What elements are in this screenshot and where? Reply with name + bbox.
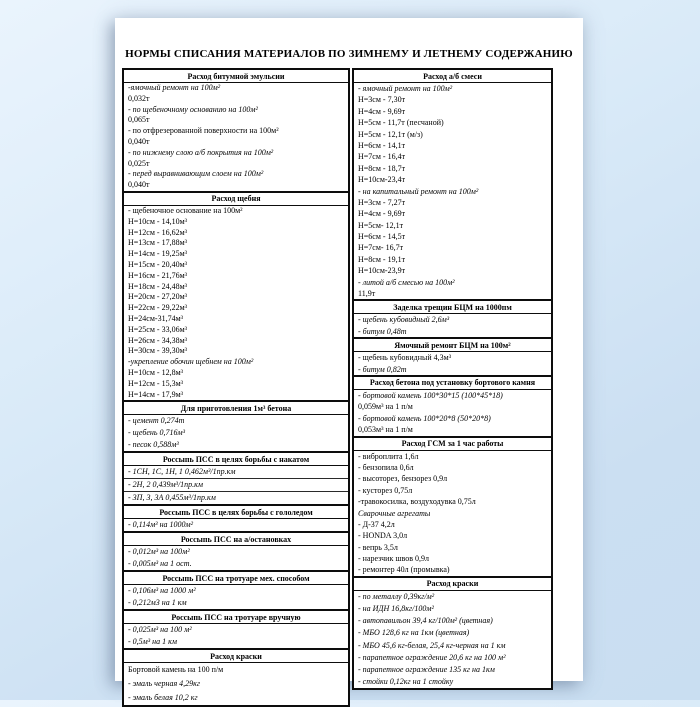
table-row: 0,025т [128,158,150,168]
table-row: Н=22см - 29,22м³ [128,303,188,313]
table-row: Н=5см - 11,7т (песчаной) [358,118,444,128]
left-section-1 [124,191,348,400]
table-row: - ремонтер 40л (промывка) [358,565,450,575]
table-row: Н=10см-23,4т [358,175,406,185]
section-header: Расход краски [124,648,348,663]
table-row: -укрепление обочин щебнем на 100м² [128,357,254,367]
left-section-5 [124,531,348,570]
table-row: - 1СН, 1С, 1Н, 1 0,462м³/1пр.км [128,467,236,477]
table-row: Н=3см - 7,27т [358,197,406,207]
table-row: Н=24см-31,74м³ [128,313,184,323]
left-section-7 [124,609,348,648]
table-row: Н=10см - 14,10м³ [128,216,188,226]
table-row: Н=3см - 7,30т [358,95,406,105]
right-section-1 [354,299,551,337]
table-row: - перед выравнивающим слоем на 100м² [128,169,264,179]
table-row: - стойки 0,12кг на 1 стойку [358,677,454,687]
table-row: Сварочные агрегаты [358,508,431,518]
table-row: 0,032т [128,93,150,103]
table-row: - вепрь 3,5л [358,542,398,552]
left-table [122,68,350,707]
table-row: - HONDA 3,0л [358,531,408,541]
right-section-4 [354,436,551,576]
table-row: - по нижнему слою а/б покрытия на 100м² [128,147,274,157]
table-row: Н=8см - 18,7т [358,163,406,173]
table-row: - щебень кубовидный 2,6м³ [358,315,450,325]
table-row: Н=4см - 9,69т [358,106,406,116]
table-row: - 0,012м³ на 100м² [128,547,190,557]
table-row: Н=25см - 33,06м³ [128,324,188,334]
table-row: - МБО 128,6 кг на 1км (цветная) [358,628,470,638]
norms-tables [122,68,553,707]
table-row: -травокосилка, воздуходувка 0,75л [358,497,476,507]
table-row: - бортовой камень 100*30*15 (100*45*18) [358,390,503,400]
table-row: - нарезчик швов 0,9л [358,554,429,564]
table-row: - МБО 45,6 кг-белая, 25,4 кг-черная на 1 км [358,640,506,650]
table-row: -ямочный ремонт на 100м² [128,83,221,92]
table-row: - щебень 0,716м³ [128,428,186,438]
table-row: 0,040т [128,180,150,190]
table-row: - виброплита 1,6л [358,451,419,461]
table-row: - автопавильон 39,4 кг/100м² (цветная) [358,616,493,626]
section-header: Расход щебня [124,191,348,206]
table-row: - кусторез 0,75л [358,485,413,495]
table-row: Н=5см- 12,1т [358,220,404,230]
section-header: Заделка трещин БЦМ на 1000пм [354,299,551,314]
table-row: - эмаль черная 4,29кг [128,679,201,689]
table-row: Н=8см - 19,1т [358,254,406,264]
table-row: Н=26см - 34,38м³ [128,335,188,345]
section-header: Расход краски [354,576,551,591]
table-row: - 0,5м³ на 1 км [128,637,177,647]
document-page [115,18,583,703]
section-header: Расход бетона под установку бортового камня [354,375,551,390]
right-section-2 [354,337,551,375]
left-section-2 [124,400,348,451]
table-row: - бортовой камень 100*20*8 (50*20*8) [358,413,491,423]
table-row: 0,065т [128,115,150,125]
left-section-3 [124,451,348,504]
left-section-8 [124,648,348,705]
left-section-4 [124,504,348,531]
table-row: 0,059м³ на 1 п/м [358,402,413,412]
right-section-0 [354,70,551,299]
table-row: - 0,005м³ на 1 ост. [128,559,192,569]
section-header: Расход битумной эмульсии [124,70,348,83]
table-row: Н=10см-23,9т [358,266,406,276]
table-row: - на ИДН 16,8кг/100м² [358,604,434,614]
table-row: Н=7см - 16,4т [358,152,406,162]
table-row: Н=12см - 15,3м³ [128,378,184,388]
table-row: Н=6см - 14,1т [358,140,406,150]
table-row: - щебень кубовидный 4,3м³ [358,353,452,363]
table-row: - парапетное ограждение 20,6 кг на 100 м² [358,652,506,662]
table-row: - парапетное ограждение 135 кг на 1км [358,664,495,674]
section-header: Россыпь ПСС на тротуаре мех. способом [124,570,348,585]
table-row: - 0,114м³ на 1000м² [128,520,194,530]
table-row: - эмаль белая 10,2 кг [128,693,198,703]
table-row: - цемент 0,274т [128,416,185,426]
section-header: Россыпь ПСС на а/остановках [124,531,348,546]
table-row: - 0,025м³ на 100 м² [128,625,192,635]
table-row: Н=13см - 17,88м³ [128,238,188,248]
table-row: Бортовой камень на 100 п/м [128,665,224,675]
table-row: - 0,106м³ на 1000 м² [128,586,196,596]
section-header: Расход ГСМ за 1 час работы [354,436,551,451]
table-row: - битум 0,82т [358,364,407,374]
table-row: - Д-37 4,2л [358,519,395,529]
table-row: Н=20см - 27,20м³ [128,292,188,302]
table-row: - щебеночное основание на 100м² [128,205,243,215]
table-row: Н=7см- 16,7т [358,243,404,253]
right-table [352,68,553,690]
table-row: Н=14см - 17,9м³ [128,389,184,399]
table-row: - бензопила 0,6л [358,462,414,472]
left-section-0 [124,70,348,191]
table-row: - 2Н, 2 0,439м³/1пр.км [124,478,348,491]
section-header: Россыпь ПСС в целях борьбы с гололедом [124,504,348,519]
table-row: - по щебеночному основанию на 100м² [128,104,258,114]
table-row: 0,053м³ на 1 п/м [358,425,413,435]
table-row: Н=30см - 39,30м³ [128,346,188,356]
table-row: - битум 0,48т [358,326,407,336]
table-row: Н=10см - 12,8м³ [128,367,184,377]
table-row: Н=6см - 14,5т [358,232,406,242]
table-row: Н=18см - 24,48м³ [128,281,188,291]
table-row: - ямочный ремонт на 100м² [358,84,453,93]
table-row: 11,9т [358,289,376,299]
table-row: Н=4см - 9,69т [358,209,406,219]
table-row: Н=15см - 20,40м³ [128,259,188,269]
section-header: Ямочный ремонт БЦМ на 100м² [354,337,551,352]
table-row: - по отфрезерованной поверхности на 100м² [128,126,279,136]
table-row: - 0,212м3 на 1 км [128,598,187,608]
table-row: - песок 0,588м³ [128,440,179,450]
table-row: 0,040т [128,136,150,146]
section-header: Для приготовления 1м³ бетона [124,400,348,415]
table-row: - литой а/б смесью на 100м² [358,277,455,287]
table-row: - на капитальный ремонт на 100м² [358,186,479,196]
table-row: Н=5см - 12,1т (м/з) [358,129,423,139]
table-row: Н=16см - 21,76м³ [128,270,188,280]
right-section-3 [354,375,551,436]
left-section-6 [124,570,348,609]
section-header: Расход а/б смеси [354,70,551,83]
table-row: - высоторез, бензорез 0,9л [358,474,448,484]
page-title: НОРМЫ СПИСАНИЯ МАТЕРИАЛОВ ПО ЗИМНЕМУ И ЛЕТНЕМУ СОДЕРЖАНИЮ [125,48,573,60]
right-section-5 [354,576,551,689]
section-header: Россыпь ПСС в целях борьбы с накатом [124,451,348,466]
table-row: - 3П, 3, 3А 0,455м³/1пр.км [124,491,348,504]
table-row: Н=14см - 19,25м³ [128,249,188,259]
table-row: - по металлу 0,39кг/м² [358,591,435,601]
table-row: Н=12см - 16,62м³ [128,227,188,237]
section-header: Россыпь ПСС на тротуаре вручную [124,609,348,624]
